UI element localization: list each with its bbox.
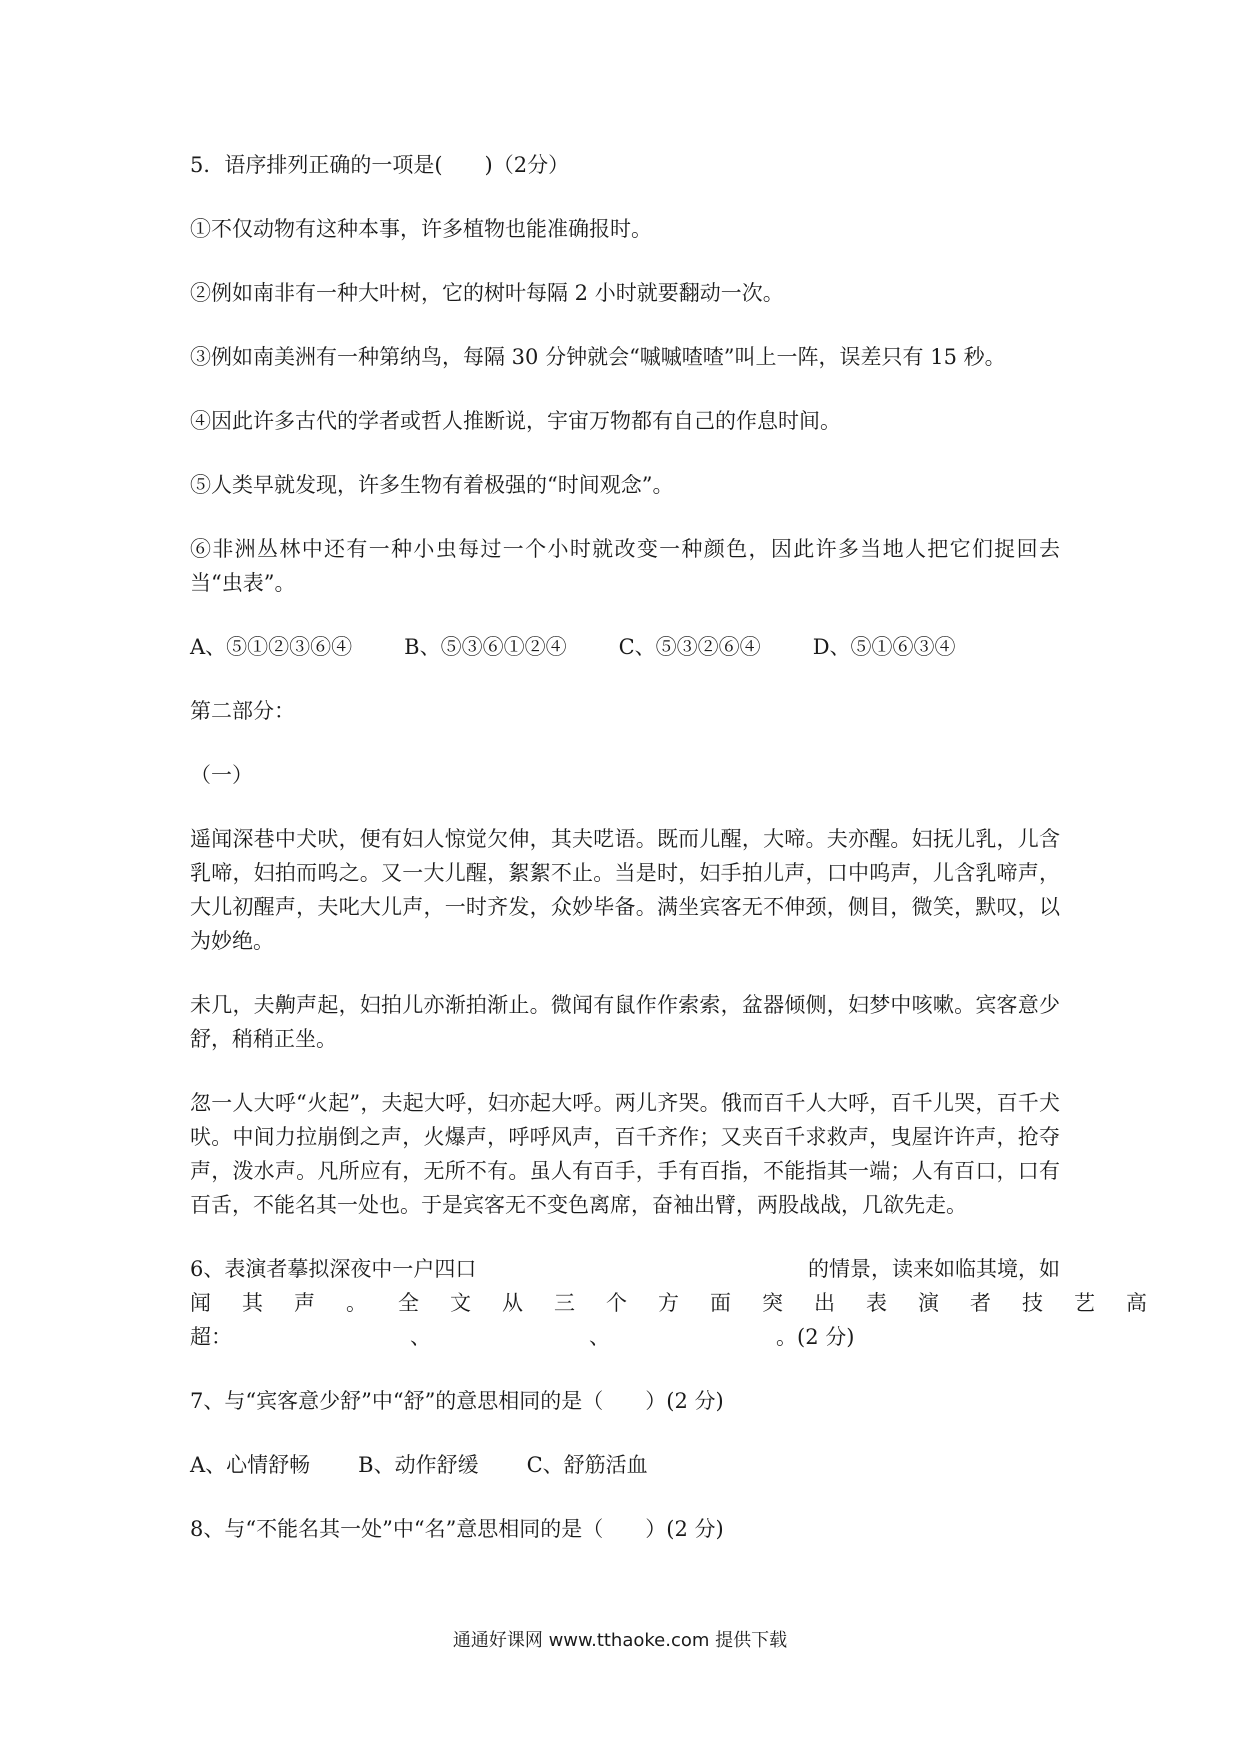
q6-blank-2[interactable] [431, 1320, 589, 1354]
q5-sentence-6: ⑥非洲丛林中还有一种小虫每过一个小时就改变一种颜色，因此许多当地人把它们捉回去当“虫表”。 [190, 537, 1060, 595]
q7-title: 7、与“宾客意少舒”中“舒”的意思相同的是（ ）(2 分) [190, 1389, 724, 1413]
q6-separator-1: 、 [410, 1325, 431, 1349]
q5-title: 5．语序排列正确的一项是( )（2分） [190, 153, 570, 177]
q5-sentence-1: ①不仅动物有这种本事，许多植物也能准确报时。 [190, 217, 652, 241]
q6-separator-2: 、 [589, 1325, 610, 1349]
q5-option-d: D、⑤①⑥③④ [812, 635, 956, 659]
q6-text-line2: 闻其声。全文从三个方面突出表演者技艺高 [190, 1291, 1178, 1315]
passage-paragraph-2: 未几，夫齁声起，妇拍儿亦渐拍渐止。微闻有鼠作作索索，盆器倾侧，妇梦中咳嗽。宾客意少舒，稍稍正坐。 [190, 993, 1060, 1051]
q7-option-b: B、动作舒缓 [358, 1453, 479, 1477]
passage-paragraph-3: 忽一人大呼“火起”，夫起大呼，妇亦起大呼。两儿齐哭。俄而百千人大呼，百千儿哭，百千犬吠。中间力拉崩倒之声，火爆声，呼呼风声，百千齐作；又夹百千求救声，曳屋许许声，抢夺声，泼水声。凡所应有，无所不有。虽人有百手，手有百指，不能指其一端；人有百口，口有百舌，不能名其一处也。于是宾客无不变色离席，奋袖出臂，两股战战，几欲先走。 [190, 1091, 1060, 1217]
q8-title: 8、与“不能名其一处”中“名”意思相同的是（ ）(2 分) [190, 1517, 724, 1541]
q7-option-a: A、心情舒畅 [190, 1453, 311, 1477]
q6-text-a: 6、表演者摹拟深夜中一户四口 [190, 1257, 477, 1281]
q5-option-c: C、⑤③②⑥④ [618, 635, 761, 659]
q5-options [190, 630, 1060, 664]
q6-text-b: 的情景，读来如临其境，如 [808, 1257, 1060, 1281]
q6-blank-3[interactable] [610, 1320, 776, 1354]
q6-blank-1[interactable] [232, 1320, 410, 1354]
q5-sentence-2: ②例如南非有一种大叶树，它的树叶每隔 2 小时就要翻动一次。 [190, 281, 784, 305]
q5-sentence-4: ④因此许多古代的学者或哲人推断说，宇宙万物都有自己的作息时间。 [190, 409, 841, 433]
q5-sentence-3: ③例如南美洲有一种第纳鸟，每隔 30 分钟就会“嘁嘁喳喳”叫上一阵，误差只有 15 秒。 [190, 345, 1006, 369]
q6-line-3 [190, 1320, 1060, 1354]
passage-paragraph-1: 遥闻深巷中犬吠，便有妇人惊觉欠伸，其夫呓语。既而儿醒，大啼。夫亦醒。妇抚儿乳，儿含乳啼，妇拍而呜之。又一大儿醒，絮絮不止。当是时，妇手拍儿声，口中呜声，儿含乳啼声，大儿初醒声，夫叱大儿声，一时齐发，众妙毕备。满坐宾客无不伸颈，侧目，微笑，默叹，以为妙绝。 [190, 827, 1060, 953]
q5-sentence-5: ⑤人类早就发现，许多生物有着极强的“时间观念”。 [190, 473, 674, 497]
q6-line-2 [190, 1286, 1178, 1320]
q5-option-b: B、⑤③⑥①②④ [404, 635, 567, 659]
q7-options [190, 1448, 1060, 1482]
part2-heading: 第二部分： [190, 699, 295, 723]
q6-line3-end: 。(2 分) [776, 1325, 855, 1349]
worksheet-page [190, 148, 1178, 1546]
q7-option-c: C、舒筋活血 [526, 1453, 648, 1477]
page-footer: 通通好课网 www.tthaoke.com 提供下载 [452, 1630, 788, 1651]
q6-line-1 [190, 1252, 1060, 1286]
section-heading: （一） [190, 763, 253, 787]
q5-option-a: A、⑤①②③⑥④ [190, 635, 353, 659]
q6-text-line3: 超： [190, 1325, 232, 1349]
